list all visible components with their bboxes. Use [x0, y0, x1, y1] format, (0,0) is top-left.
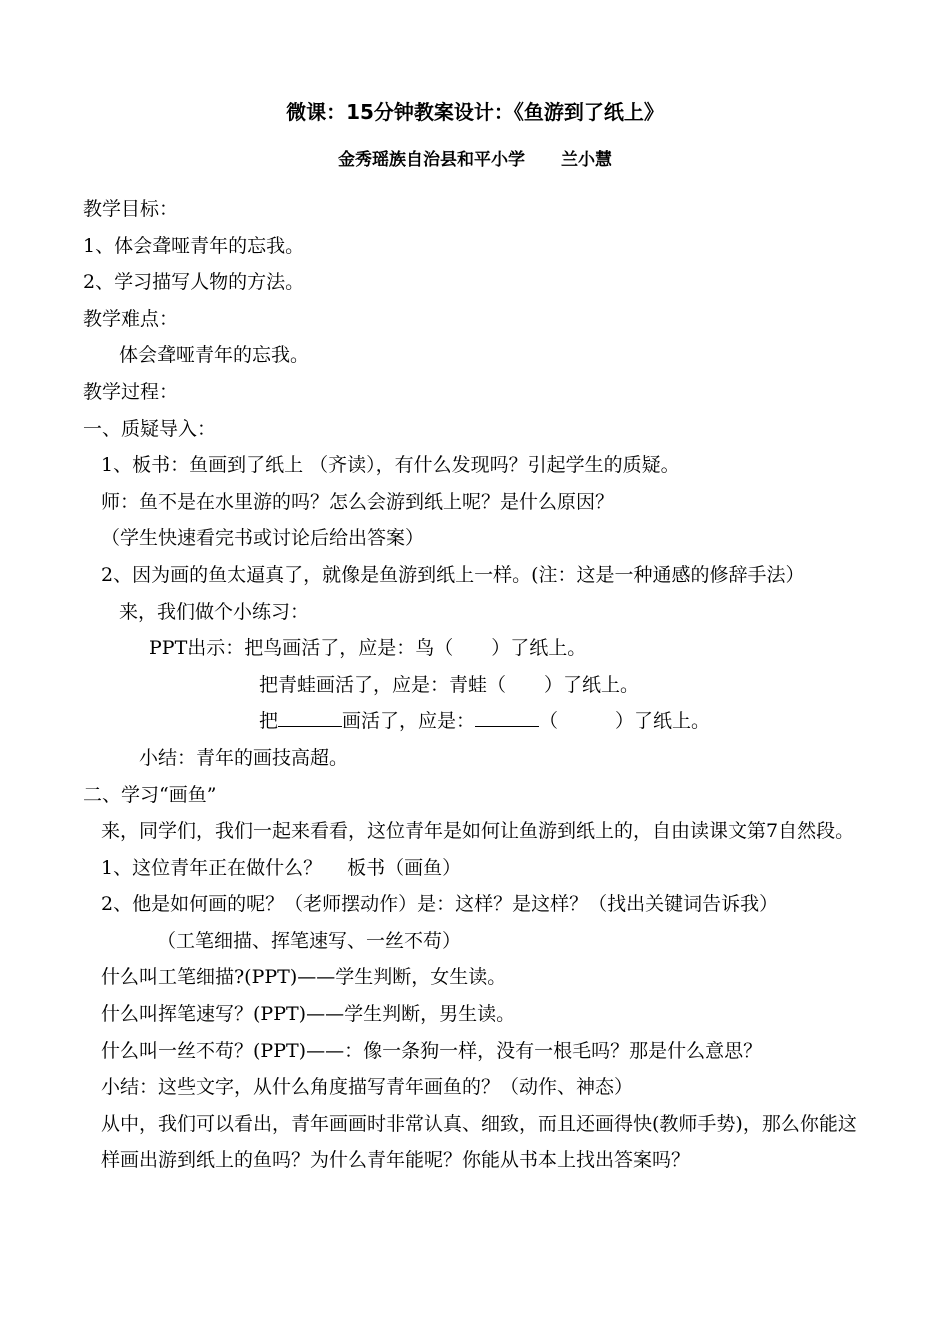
student-note: （学生快速看完书或讨论后给出答案） [101, 527, 425, 550]
paragraph [83, 1106, 873, 1179]
author-name: 兰小慧 [561, 150, 612, 170]
step-text [83, 557, 873, 594]
exercise-text: （ ）了纸上。 [539, 710, 711, 733]
ppt-exercise-line: 把青蛙画活了，应是：青蛙（ ）了纸上。 [259, 673, 640, 696]
ppt-exercise-line [83, 703, 873, 740]
paragraph-text: 来，同学们，我们一起来看看，这位青年是如何让鱼游到纸上的，自由读课文第7自然段。 [101, 820, 855, 843]
practice-intro: 来，我们做个小练习： [119, 600, 310, 623]
document-byline [0, 145, 950, 175]
objectives-heading: 教学目标： [83, 198, 179, 220]
difficulty-text: 体会聋哑青年的忘我。 [119, 344, 310, 367]
step-text: 1、板书：鱼画到了纸上 （齐读），有什么发现吗？引起学生的质疑。 [101, 454, 680, 477]
section-heading: 一、质疑导入： [83, 417, 217, 440]
exercise-text: 把 [259, 710, 279, 733]
paragraph-text: 从中，我们可以看出，青年画画时非常认真、细致，而且还画得快(教师手势)，那么你能这样画出游到纸上的鱼吗？为什么青年能呢？你能从书本上找出答案吗？ [101, 1112, 857, 1172]
section-heading: 二、学习“画鱼” [83, 783, 217, 806]
fill-blank [475, 704, 539, 727]
summary-text: 小结：青年的画技高超。 [139, 746, 349, 769]
step-text-content: 2、因为画的鱼太逼真了，就像是鱼游到纸上一样。(注：这是一种通感的修辞手法） [101, 563, 805, 586]
process-heading: 教学过程： [83, 380, 179, 403]
ppt-exercise-line: PPT出示：把鸟画活了，应是：鸟（ ）了纸上。 [149, 637, 587, 660]
question-line: 2、他是如何画的呢？（老师摆动作）是：这样？是这样？（找出关键词告诉我） [101, 893, 779, 916]
objective-item: 1、体会聋哑青年的忘我。 [83, 234, 305, 257]
school-name: 金秀瑶族自治县和平小学 [338, 150, 525, 170]
objective-item: 2、学习描写人物的方法。 [83, 271, 305, 294]
document-title: 微课：15分钟教案设计：《鱼游到了纸上》 [286, 100, 664, 124]
keyword-explanation: 什么叫一丝不苟？(PPT)——：像一条狗一样，没有一根毛吗？那是什么意思？ [101, 1039, 763, 1062]
difficulty-heading: 教学难点： [83, 307, 179, 330]
keywords-line: （工笔细描、挥笔速写、一丝不苟） [157, 929, 462, 952]
exercise-text: 画活了，应是： [342, 710, 476, 733]
question-line: 1、这位青年正在做什么？ 板书（画鱼） [101, 856, 462, 879]
keyword-explanation: 什么叫工笔细描?(PPT)——学生判断，女生读。 [101, 966, 507, 989]
summary-text: 小结：这些文字，从什么角度描写青年画鱼的？（动作、神态） [101, 1076, 634, 1099]
document-body [83, 191, 873, 1179]
paragraph [83, 813, 873, 850]
teacher-question: 师：鱼不是在水里游的吗？怎么会游到纸上呢？是什么原因？ [101, 490, 615, 513]
fill-blank [278, 704, 342, 727]
keyword-explanation: 什么叫挥笔速写？(PPT)——学生判断，男生读。 [101, 1003, 516, 1026]
